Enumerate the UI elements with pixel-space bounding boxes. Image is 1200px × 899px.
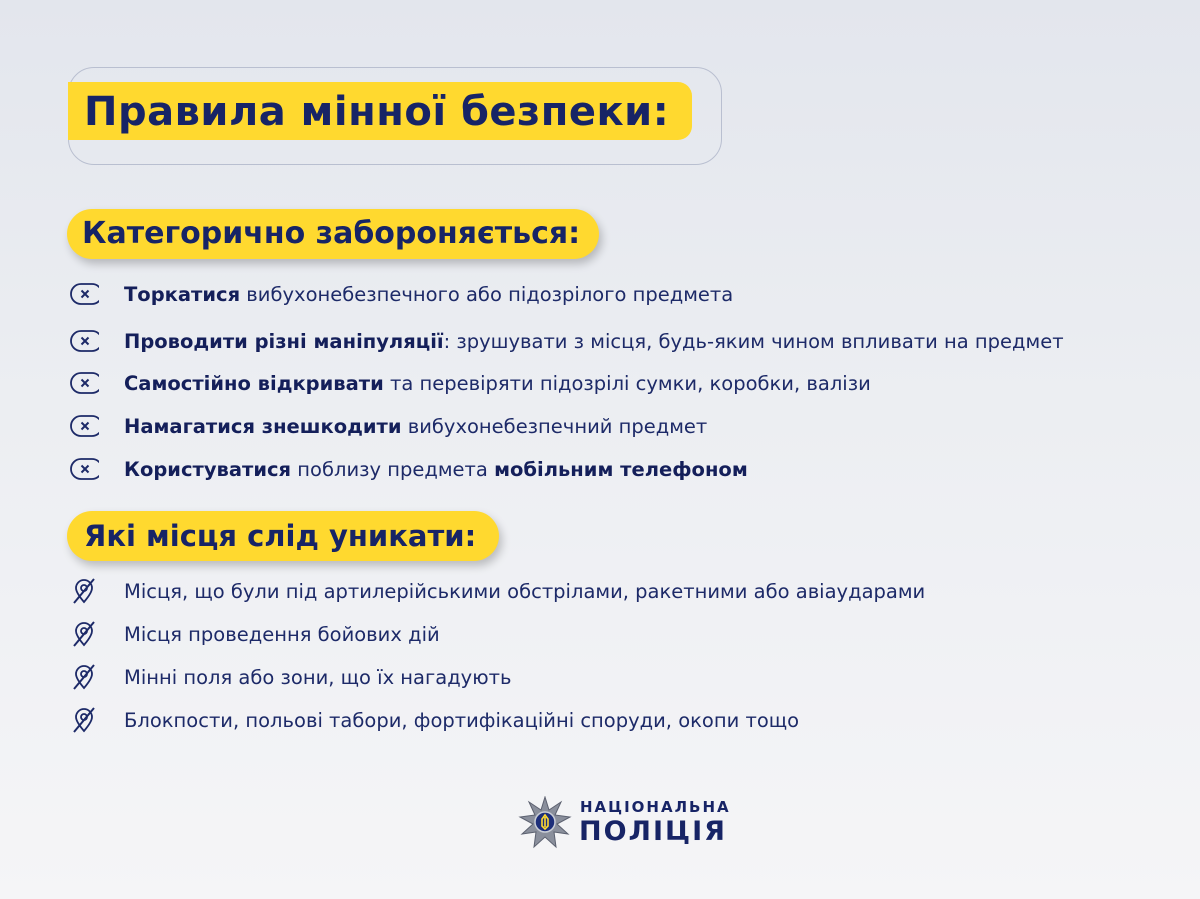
forbidden-item-action: Проводити різні маніпуляції <box>124 329 444 353</box>
logo-line-2: ПОЛІЦІЯ <box>579 816 727 847</box>
forbidden-item <box>68 326 1064 356</box>
crossed-location-pin-icon <box>68 619 100 649</box>
forbidden-item-action: Користуватися <box>124 457 292 481</box>
forbidden-item-text: поблизу предмета <box>291 457 495 481</box>
crossed-location-pin-icon <box>68 576 100 606</box>
avoid-item <box>68 619 440 649</box>
avoid-item-text: Місця проведення бойових дій <box>124 622 440 646</box>
forbidden-item <box>68 368 871 398</box>
forbidden-item <box>68 411 707 441</box>
forbidden-item-text: та перевіряти підозрілі сумки, коробки, валізи <box>383 371 871 395</box>
forbidden-item-action: Намагатися знешкодити <box>124 414 402 438</box>
cross-in-circle-icon <box>68 411 100 441</box>
avoid-heading: Які місця слід уникати: <box>84 519 477 553</box>
cross-in-circle-icon <box>68 368 100 398</box>
forbidden-item-text: : зрушувати з місця, будь-яким чином впливати на предмет <box>443 329 1064 353</box>
cross-in-circle-icon <box>68 454 100 484</box>
page-title: Правила мінної безпеки: <box>84 89 670 135</box>
national-police-logo <box>518 794 731 854</box>
avoid-item-text: Місця, що були під артилерійськими обстрілами, ракетними або авіаударами <box>124 579 926 603</box>
cross-in-circle-icon <box>68 326 100 356</box>
forbidden-item <box>68 454 748 484</box>
forbidden-item <box>68 279 733 309</box>
forbidden-item-text: вибухонебезпечний предмет <box>401 414 708 438</box>
forbidden-heading: Категорично забороняється: <box>82 216 581 251</box>
crossed-location-pin-icon <box>68 662 100 692</box>
crossed-location-pin-icon <box>68 705 100 735</box>
forbidden-item-action: Самостійно відкривати <box>124 371 384 395</box>
avoid-item-text: Блокпости, польові табори, фортифікаційні споруди, окопи тощо <box>124 708 800 732</box>
forbidden-item-action: Торкатися <box>124 282 241 306</box>
avoid-item <box>68 705 799 735</box>
avoid-item <box>68 576 925 606</box>
forbidden-item-object: мобільним телефоном <box>494 457 748 481</box>
police-star-emblem-icon <box>518 796 572 850</box>
avoid-item <box>68 662 512 692</box>
cross-in-circle-icon <box>68 279 100 309</box>
logo-line-1: НАЦІОНАЛЬНА <box>580 798 731 816</box>
avoid-item-text: Мінні поля або зони, що їх нагадують <box>124 665 512 689</box>
forbidden-item-text: вибухонебезпечного або підозрілого предмета <box>240 282 734 306</box>
